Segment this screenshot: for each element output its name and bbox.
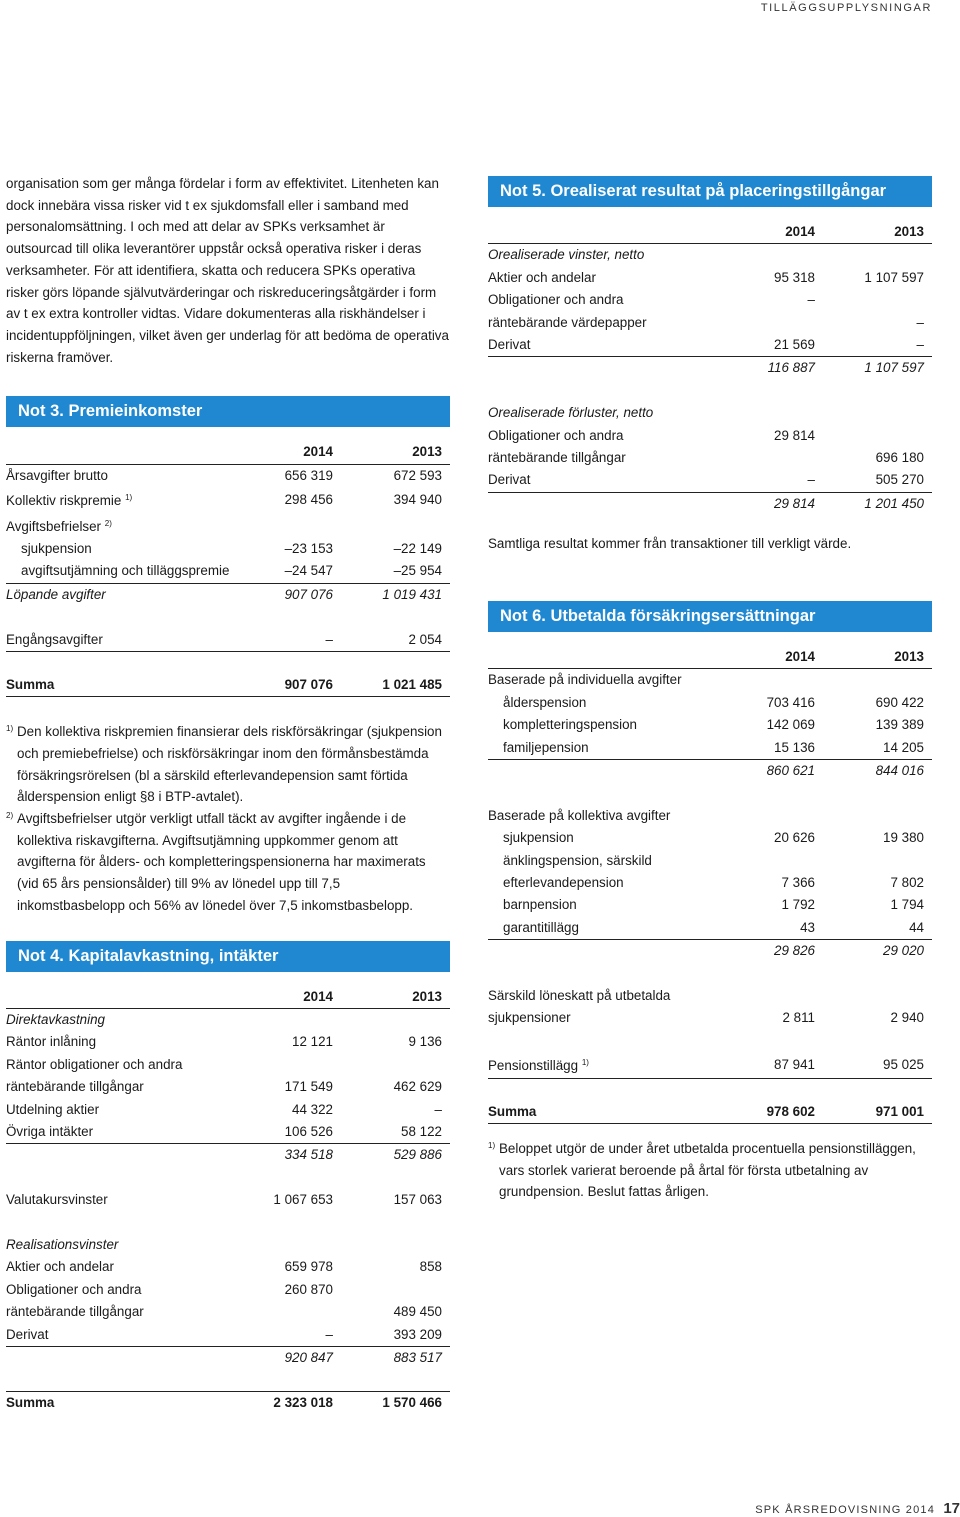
value-2013: – — [916, 314, 924, 330]
left-column — [6, 173, 450, 1415]
table-row — [6, 1279, 450, 1301]
table-row-subtotal — [6, 1144, 450, 1167]
value-2014: 656 319 — [284, 467, 333, 483]
table-row — [488, 985, 932, 1007]
row-label: Derivat — [488, 472, 531, 488]
value-2014: 87 941 — [725, 1052, 817, 1078]
value-2013: 1 570 466 — [335, 1392, 450, 1415]
value-2014: 978 602 — [725, 1101, 817, 1124]
value-2013: 1 107 597 — [864, 269, 924, 285]
footnote-text: Avgiftsbefrielser utgör verkligt utfall täckt av avgifter ingående i de kollektiva riskavgifterna. Avgiftsutjämning uppkommer genom att avgifterna för ålders- och kompletteringspensionerna har maximerats (vid 65 års pensionsålder) till 9% av lönedel upp till 7,5 inkomstbasbelopp och 56% av lönedel över 7,5 inkomstbasbelopp. — [17, 811, 426, 913]
page-footer — [755, 1500, 960, 1517]
row-label: räntebärande tillgångar — [6, 1079, 144, 1095]
row-label: efterlevandepension — [503, 875, 624, 891]
note-3-header — [6, 396, 450, 427]
note-5-remark: Samtliga resultat kommer från transaktioner till verkligt värde. — [488, 536, 852, 552]
table-row — [488, 267, 932, 289]
value-2013: – — [434, 1101, 442, 1117]
value-2013: 19 380 — [883, 830, 924, 846]
value-2014: 116 887 — [725, 357, 817, 380]
note-6-table — [488, 646, 932, 1124]
value-2014: – — [807, 292, 815, 308]
table-row-total — [488, 1101, 932, 1124]
row-label: avgiftsutjämning och tilläggspremie — [21, 563, 230, 579]
value-2014: 43 — [800, 919, 815, 935]
row-label: Kollektiv riskpremie — [6, 493, 122, 509]
footnote-text: Beloppet utgör de under året utbetalda procentuella pensionstilläggen, vars storlek varierat beroende på årtal för första utbetalning av grundpension. Beslut fattas årligen. — [499, 1140, 916, 1200]
value-2013: 690 422 — [875, 694, 924, 710]
table-row — [488, 289, 932, 311]
note-4-number: Not 4. — [18, 946, 64, 965]
value-2013: 58 122 — [401, 1124, 442, 1140]
footnote — [488, 1138, 932, 1203]
table-row — [488, 244, 932, 267]
value-2014: 703 416 — [766, 694, 815, 710]
value-2014: 2 811 — [782, 1010, 815, 1026]
value-2013: 1 107 597 — [817, 357, 932, 380]
note-5-table — [488, 221, 932, 515]
value-2013: 14 205 — [883, 739, 924, 755]
table-row — [488, 312, 932, 334]
row-label: räntebärande tillgångar — [6, 1304, 144, 1320]
note-4 — [6, 941, 450, 1415]
row-label: Summa — [6, 1392, 243, 1415]
row-label: familjepension — [503, 739, 589, 755]
value-2014: – — [243, 629, 335, 652]
intro-text: organisation som ger många fördelar i form av effektivitet. Litenheten kan dock innebära vissa risker vid t ex sjukdomsfall eller i samband med personalomsättning. I och med att delar av SPKs verksamhet är outsourcad till olika leverantörer uppstår också operativa risker i deras verksamheter. För att identifiera, skatta och reducera SPKs operativa risker görs löpande självutvärderingar och riskreduceringsåtgärder i form av t ex extra kontroller vidtas. Vidare dokumenteras alla riskhändelser i incidentuppföljningen, vilket även ger underlag för att bedöma de operativa riskerna framöver. — [6, 176, 449, 365]
table-row — [6, 1009, 450, 1032]
value-2014: 29 814 — [774, 427, 815, 443]
table-row — [488, 917, 932, 940]
value-2013: 883 517 — [335, 1347, 450, 1370]
table-header-row — [6, 986, 450, 1009]
note-3-table — [6, 441, 450, 697]
value-2014: 44 322 — [292, 1101, 333, 1117]
value-2014: 29 814 — [725, 492, 817, 515]
row-label: garantitillägg — [503, 919, 579, 935]
table-row — [488, 425, 932, 447]
year-2014-header: 2014 — [725, 221, 817, 244]
table-row — [488, 894, 932, 916]
note-6-header — [488, 601, 932, 632]
value-2014: 920 847 — [243, 1347, 335, 1370]
value-2013: 2 054 — [335, 629, 450, 652]
row-label: Övriga intäkter — [6, 1124, 94, 1140]
footnote-ref: 2) — [104, 518, 112, 528]
row-label: Årsavgifter brutto — [6, 467, 108, 483]
row-label: kompletteringspension — [503, 717, 637, 733]
value-2013: 971 001 — [817, 1101, 932, 1124]
value-2013: 844 016 — [817, 760, 932, 783]
right-column — [488, 176, 932, 1203]
footnote-ref: 1) — [581, 1058, 589, 1068]
table-row — [6, 513, 450, 538]
table-row — [6, 1301, 450, 1323]
note-6-footnotes — [488, 1138, 932, 1203]
footnote — [6, 721, 450, 808]
row-label: räntebärande värdepapper — [488, 314, 647, 330]
value-2013: 858 — [419, 1259, 442, 1275]
value-2014: 106 526 — [284, 1124, 333, 1140]
value-2014: 1 792 — [781, 897, 815, 913]
table-row — [6, 464, 450, 487]
note-3 — [6, 396, 450, 916]
note-6-title: Utbetalda försäkringsersättningar — [550, 606, 816, 625]
row-label: sjukpension — [21, 540, 92, 556]
table-row-subtotal — [6, 1347, 450, 1370]
value-2013: 696 180 — [875, 450, 924, 466]
table-row — [488, 714, 932, 736]
table-row-subtotal — [488, 492, 932, 515]
table-row — [6, 538, 450, 560]
table-row — [488, 469, 932, 492]
table-row — [6, 1189, 450, 1211]
footnote-mark: 1) — [6, 724, 14, 734]
footnote-ref: 1) — [125, 493, 133, 503]
table-row — [6, 487, 450, 512]
note-3-title: Premieinkomster — [68, 402, 203, 421]
value-2013: 394 940 — [393, 491, 442, 507]
year-2013-header: 2013 — [335, 441, 450, 464]
table-row — [6, 1324, 450, 1347]
row-label: Valutakursvinster — [6, 1192, 108, 1208]
value-2014: –23 153 — [284, 540, 333, 556]
table-row-subtotal — [6, 583, 450, 606]
value-2014: 1 067 653 — [273, 1192, 333, 1208]
value-2013: 462 629 — [393, 1079, 442, 1095]
table-row-subtotal — [488, 940, 932, 963]
year-2014-header: 2014 — [243, 986, 335, 1009]
note-5-number: Not 5. — [500, 182, 546, 200]
table-header-row — [6, 441, 450, 464]
value-2014: 29 826 — [725, 940, 817, 963]
value-2014: 20 626 — [774, 830, 815, 846]
year-2013-header: 2013 — [335, 986, 450, 1009]
table-row — [488, 737, 932, 760]
footer-label: SPK ÅRSREDOVISNING 2014 — [755, 1504, 936, 1516]
table-row — [488, 1007, 932, 1029]
value-2014: 260 870 — [284, 1281, 333, 1297]
table-row — [488, 850, 932, 872]
table-row — [6, 1121, 450, 1144]
value-2014: 659 978 — [284, 1259, 333, 1275]
row-label: Realisationsvinster — [6, 1237, 119, 1253]
value-2013: 505 270 — [875, 472, 924, 488]
year-2014-header: 2014 — [725, 646, 817, 669]
table-row — [6, 1099, 450, 1121]
value-2014: 12 121 — [292, 1034, 333, 1050]
row-label: Engångsavgifter — [6, 629, 243, 652]
value-2013: 139 389 — [875, 717, 924, 733]
value-2013: 2 940 — [890, 1010, 924, 1026]
table-row — [6, 560, 450, 583]
table-row — [488, 805, 932, 827]
value-2014: 907 076 — [243, 674, 335, 697]
value-2014: 907 076 — [243, 583, 335, 606]
value-2013: –25 954 — [393, 563, 442, 579]
value-2013: 44 — [909, 919, 924, 935]
value-2013: 529 886 — [335, 1144, 450, 1167]
table-row-total — [6, 674, 450, 697]
row-label: Räntor obligationer och andra — [6, 1056, 183, 1072]
value-2013: 489 450 — [393, 1304, 442, 1320]
row-label: Räntor inlåning — [6, 1034, 97, 1050]
row-label: Derivat — [488, 337, 531, 353]
value-2013: 1 021 485 — [335, 674, 450, 697]
row-label: Obligationer och andra — [488, 427, 624, 443]
note-4-header — [6, 941, 450, 972]
value-2014: 21 569 — [774, 337, 815, 353]
table-row — [6, 1031, 450, 1053]
row-label: Baserade på kollektiva avgifter — [488, 807, 671, 823]
note-4-title: Kapitalavkastning, intäkter — [68, 946, 279, 965]
row-label: barnpension — [503, 897, 577, 913]
row-label: Aktier och andelar — [6, 1259, 114, 1275]
value-2013: 393 209 — [393, 1326, 442, 1342]
table-row — [488, 334, 932, 357]
row-label: Utdelning aktier — [6, 1101, 100, 1117]
note-3-footnotes — [6, 721, 450, 916]
value-2014: 860 621 — [725, 760, 817, 783]
value-2013: 7 802 — [890, 875, 924, 891]
running-head: TILLÄGGSUPPLYSNINGAR — [760, 2, 932, 14]
value-2014: 298 456 — [284, 491, 333, 507]
table-row — [6, 1256, 450, 1278]
table-row — [488, 827, 932, 849]
note-5-header — [488, 176, 932, 207]
row-label: Orealiserade förluster, netto — [488, 405, 654, 421]
value-2014: – — [807, 472, 815, 488]
row-label: änklingspension, särskild — [503, 852, 652, 868]
value-2014: 95 318 — [774, 269, 815, 285]
row-label: Direktavkastning — [6, 1012, 105, 1027]
footnote — [6, 808, 450, 917]
row-label: Avgiftsbefrielser — [6, 518, 102, 534]
table-row-subtotal — [488, 357, 932, 380]
footnote-mark: 1) — [488, 1140, 496, 1150]
row-label: räntebärande tillgångar — [488, 450, 626, 466]
note-3-number: Not 3. — [18, 402, 64, 421]
row-label: Baserade på individuella avgifter — [488, 672, 682, 688]
row-label: Obligationer och andra — [6, 1281, 142, 1297]
value-2013: 1 794 — [890, 897, 924, 913]
value-2014: 171 549 — [284, 1079, 333, 1095]
row-label: Orealiserade vinster, netto — [488, 247, 645, 263]
table-row-total — [6, 1392, 450, 1415]
row-label: sjukpensioner — [488, 1010, 571, 1026]
table-row — [6, 1054, 450, 1076]
note-6-number: Not 6. — [500, 606, 546, 625]
value-2013: 672 593 — [393, 467, 442, 483]
table-row — [488, 402, 932, 424]
note-5 — [488, 176, 932, 555]
row-label: Särskild löneskatt på utbetalda — [488, 988, 671, 1004]
footnote-text: Den kollektiva riskpremien finansierar dels riskförsäkringar (sjukpension och premiebefrielse) och riskförsäkringar inom den förmånsbestämda försäkringsrörelsen (bl a särskild efterlevandepension samt förtida ålderspension enligt §8 i BTP-avtalet). — [17, 724, 442, 805]
row-label: Summa — [6, 674, 243, 697]
value-2013: 9 136 — [408, 1034, 442, 1050]
row-label: Obligationer och andra — [488, 292, 624, 308]
year-2014-header: 2014 — [243, 441, 335, 464]
value-2013: 1 019 431 — [335, 583, 450, 606]
table-row — [488, 692, 932, 714]
year-2013-header: 2013 — [817, 646, 932, 669]
row-label: Pensionstillägg — [488, 1058, 579, 1074]
value-2014: –24 547 — [284, 563, 333, 579]
table-header-row — [488, 221, 932, 244]
value-2013: 157 063 — [393, 1192, 442, 1208]
value-2014: – — [325, 1326, 333, 1342]
value-2013: 95 025 — [817, 1052, 932, 1078]
row-label: Aktier och andelar — [488, 269, 596, 285]
row-label: sjukpension — [503, 830, 574, 846]
value-2014: 7 366 — [781, 875, 815, 891]
value-2014: 15 136 — [774, 739, 815, 755]
table-row-subtotal — [488, 760, 932, 783]
note-4-table — [6, 986, 450, 1415]
table-row — [6, 1234, 450, 1256]
table-row — [488, 872, 932, 894]
value-2014: 334 518 — [243, 1144, 335, 1167]
table-row — [488, 1052, 932, 1078]
value-2014: 2 323 018 — [243, 1392, 335, 1415]
table-header-row — [488, 646, 932, 669]
page-number: 17 — [943, 1500, 960, 1517]
footnote-mark: 2) — [6, 811, 14, 821]
intro-paragraph — [6, 173, 450, 368]
note-5-title: Orealiserat resultat på placeringstillgångar — [550, 182, 887, 200]
row-label: Summa — [488, 1101, 725, 1124]
row-label: Löpande avgifter — [6, 583, 243, 606]
value-2013: 29 020 — [817, 940, 932, 963]
value-2013: – — [916, 337, 924, 353]
value-2013: 1 201 450 — [817, 492, 932, 515]
table-row — [6, 1076, 450, 1098]
table-row — [488, 669, 932, 692]
value-2013: –22 149 — [393, 540, 442, 556]
row-label: Derivat — [6, 1326, 49, 1342]
value-2014: 142 069 — [766, 717, 815, 733]
year-2013-header: 2013 — [817, 221, 932, 244]
note-6 — [488, 601, 932, 1203]
row-label: ålderspension — [503, 694, 587, 710]
table-row — [488, 447, 932, 469]
table-row — [6, 629, 450, 652]
